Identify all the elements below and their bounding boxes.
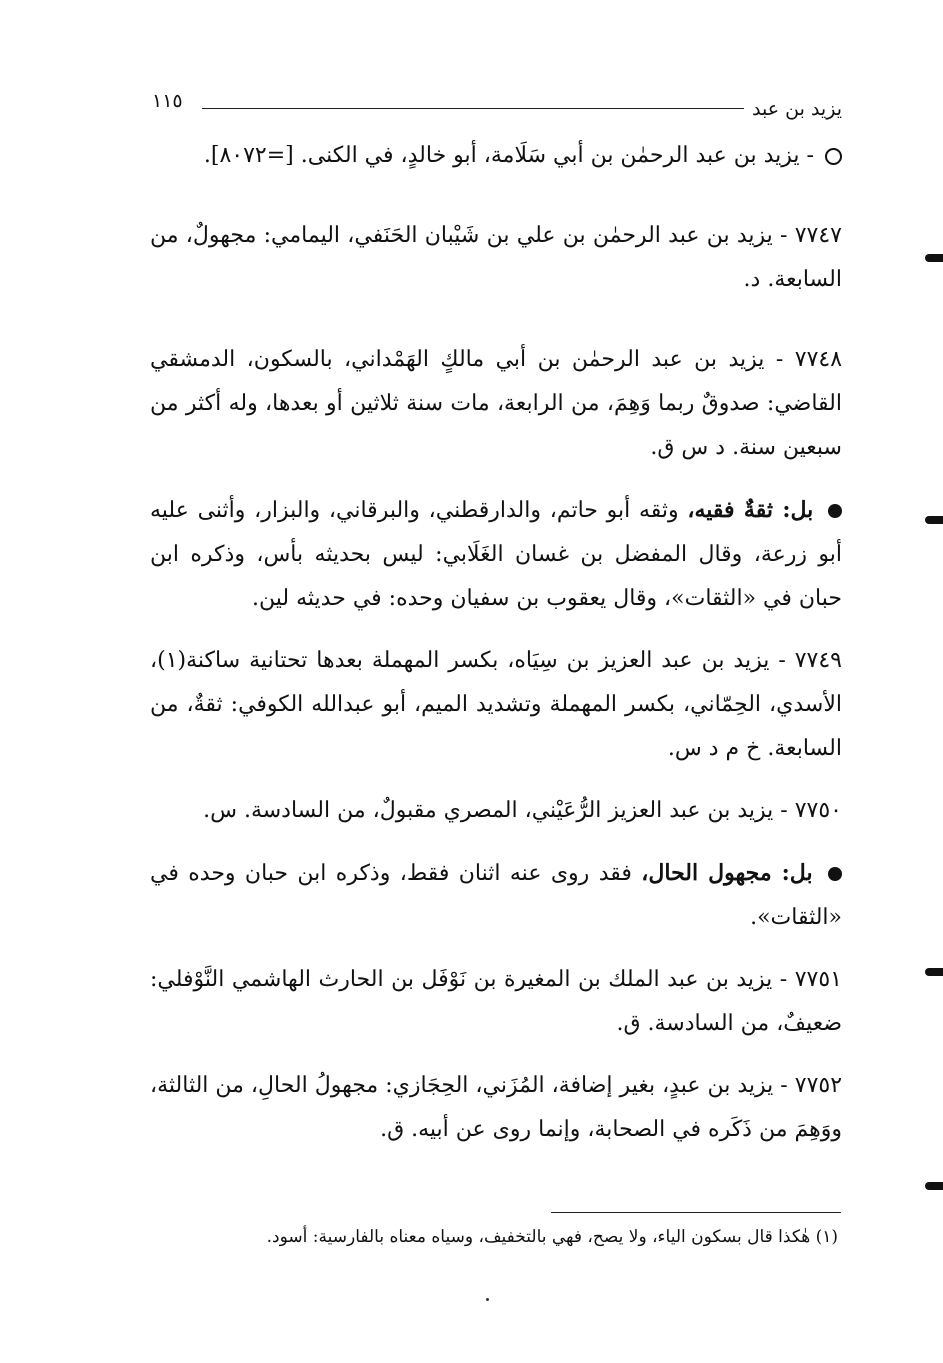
entry-number: ٧٧٤٧ — [794, 223, 842, 248]
thumb-index-mark — [925, 254, 943, 262]
entry-text: يزيد بن عبد الرحمٰن بن أبي سَلَامة، أبو خالدٍ، في الكنى. [=٨٠٧٢]. — [203, 143, 800, 168]
commentary-lead: بل: ثقةٌ فقيه، — [687, 497, 814, 523]
entry-text: يزيد بن عبد الملك بن المغيرة بن نَوْفَل بن الحارث الهاشمي النَّوْفلي: ضعيفٌ، من السادسة. ق. — [150, 967, 842, 1036]
footnote: (١) هٰكذا قال بسكون الياء، ولا يصح، فهي بالتخفيف، وسياه معناه بالفارسية: أسود. — [266, 1227, 838, 1247]
stray-mark — [486, 1298, 489, 1301]
entry-cross-reference: - يزيد بن عبد الرحمٰن بن أبي سَلَامة، أبو خالدٍ، في الكنى. [=٨٠٧٢]. — [150, 134, 842, 178]
page-header — [152, 88, 842, 128]
commentary-lead: بل: مجهول الحال، — [641, 860, 813, 886]
thumb-index-mark — [925, 1182, 943, 1190]
entry-7749: ٧٧٤٩ - يزيد بن عبد العزيز بن سِيَاه، بكسر المهملة بعدها تحتانية ساكنة(١)، الأسدي، الحِمّاني، بكسر المهملة وتشديد الميم، أبو عبدالله الكوفي: ثقةٌ، من السابعة. خ م د س. — [150, 648, 842, 761]
entry-7747: ٧٧٤٧ - يزيد بن عبد الرحمٰن بن علي بن شَيْبان الحَنَفي، اليمامي: مجهولٌ، من السابعة. د. — [150, 223, 842, 292]
entry-number: ٧٧٤٨ — [794, 347, 843, 372]
header-rule — [202, 108, 744, 109]
entry-7750: ٧٧٥٠ - يزيد بن عبد العزيز الرُّعَيْني، المصري مقبولٌ، من السادسة. س. — [203, 798, 842, 823]
entry-number: ٧٧٥٠ — [794, 798, 842, 823]
footnote-rule — [551, 1212, 841, 1213]
entry-number: ٧٧٤٩ — [794, 648, 842, 673]
entries-body — [150, 134, 842, 1170]
entry-text: يزيد بن عبدٍ، بغير إضافة، المُزَني، الحِجَازي: مجهولُ الحالِ، من الثالثة، ووَهِمَ من ذَكَره في الصحابة، وإنما روى عن أبيه. ق. — [150, 1073, 842, 1142]
entry-number: ٧٧٥٢ — [794, 1073, 843, 1098]
entry-7751: ٧٧٥١ - يزيد بن عبد الملك بن المغيرة بن نَوْفَل بن الحارث الهاشمي النَّوْفلي: ضعيفٌ، من السادسة. ق. — [150, 967, 842, 1036]
commentary-7748 — [150, 488, 842, 621]
running-head: يزيد بن عبد — [752, 98, 842, 120]
commentary-7750 — [150, 851, 842, 940]
commentary-text: فقد روى عنه اثنان فقط، وذكره ابن حبان وحده في «الثقات». — [150, 861, 842, 930]
entry-text: يزيد بن عبد العزيز بن سِيَاه، بكسر المهملة بعدها تحتانية ساكنة(١)، الأسدي، الحِمّاني، بكسر المهملة وتشديد الميم، أبو عبدالله الكوفي: ثقةٌ، من السابعة. خ م د س. — [150, 648, 842, 761]
entry-text: يزيد بن عبد الرحمٰن بن أبي مالكٍ الهَمْداني، بالسكون، الدمشقي القاضي: صدوقٌ ربما وَهِمَ، من الرابعة، مات سنة ثلاثين أو بعدها، وله أكثر من سبعين سنة. د س ق. — [150, 347, 842, 460]
entry-number: ٧٧٥١ — [794, 967, 842, 992]
bullet-icon — [828, 504, 842, 518]
thumb-index-mark — [925, 968, 943, 976]
page-number: ١١٥ — [152, 90, 183, 112]
entry-text: يزيد بن عبد الرحمٰن بن علي بن شَيْبان الحَنَفي، اليمامي: مجهولٌ، من السابعة. د. — [150, 223, 842, 292]
entry-7748: ٧٧٤٨ - يزيد بن عبد الرحمٰن بن أبي مالكٍ الهَمْداني، بالسكون، الدمشقي القاضي: صدوقٌ ربما وَهِمَ، من الرابعة، مات سنة ثلاثين أو بعدها، وله أكثر من سبعين سنة. د س ق. — [150, 347, 843, 460]
entry-text: يزيد بن عبد العزيز الرُّعَيْني، المصري مقبولٌ، من السادسة. س. — [203, 798, 774, 823]
thumb-index-mark — [925, 516, 943, 524]
bullet-icon — [828, 867, 842, 881]
ring-marker-icon — [825, 148, 842, 165]
entry-7752: ٧٧٥٢ - يزيد بن عبدٍ، بغير إضافة، المُزَني، الحِجَازي: مجهولُ الحالِ، من الثالثة، ووَهِمَ من ذَكَره في الصحابة، وإنما روى عن أبيه. ق. — [150, 1073, 843, 1142]
commentary-text: وثقه أبو حاتم، والدارقطني، والبرقاني، والبزار، وأثنى عليه أبو زرعة، وقال المفضل بن غسان الغَلَابي: ليس بحديثه بأس، وذكره ابن حبان في «الثقات»، وقال يعقوب بن سفيان وحده: في حديثه لين. — [150, 498, 842, 611]
